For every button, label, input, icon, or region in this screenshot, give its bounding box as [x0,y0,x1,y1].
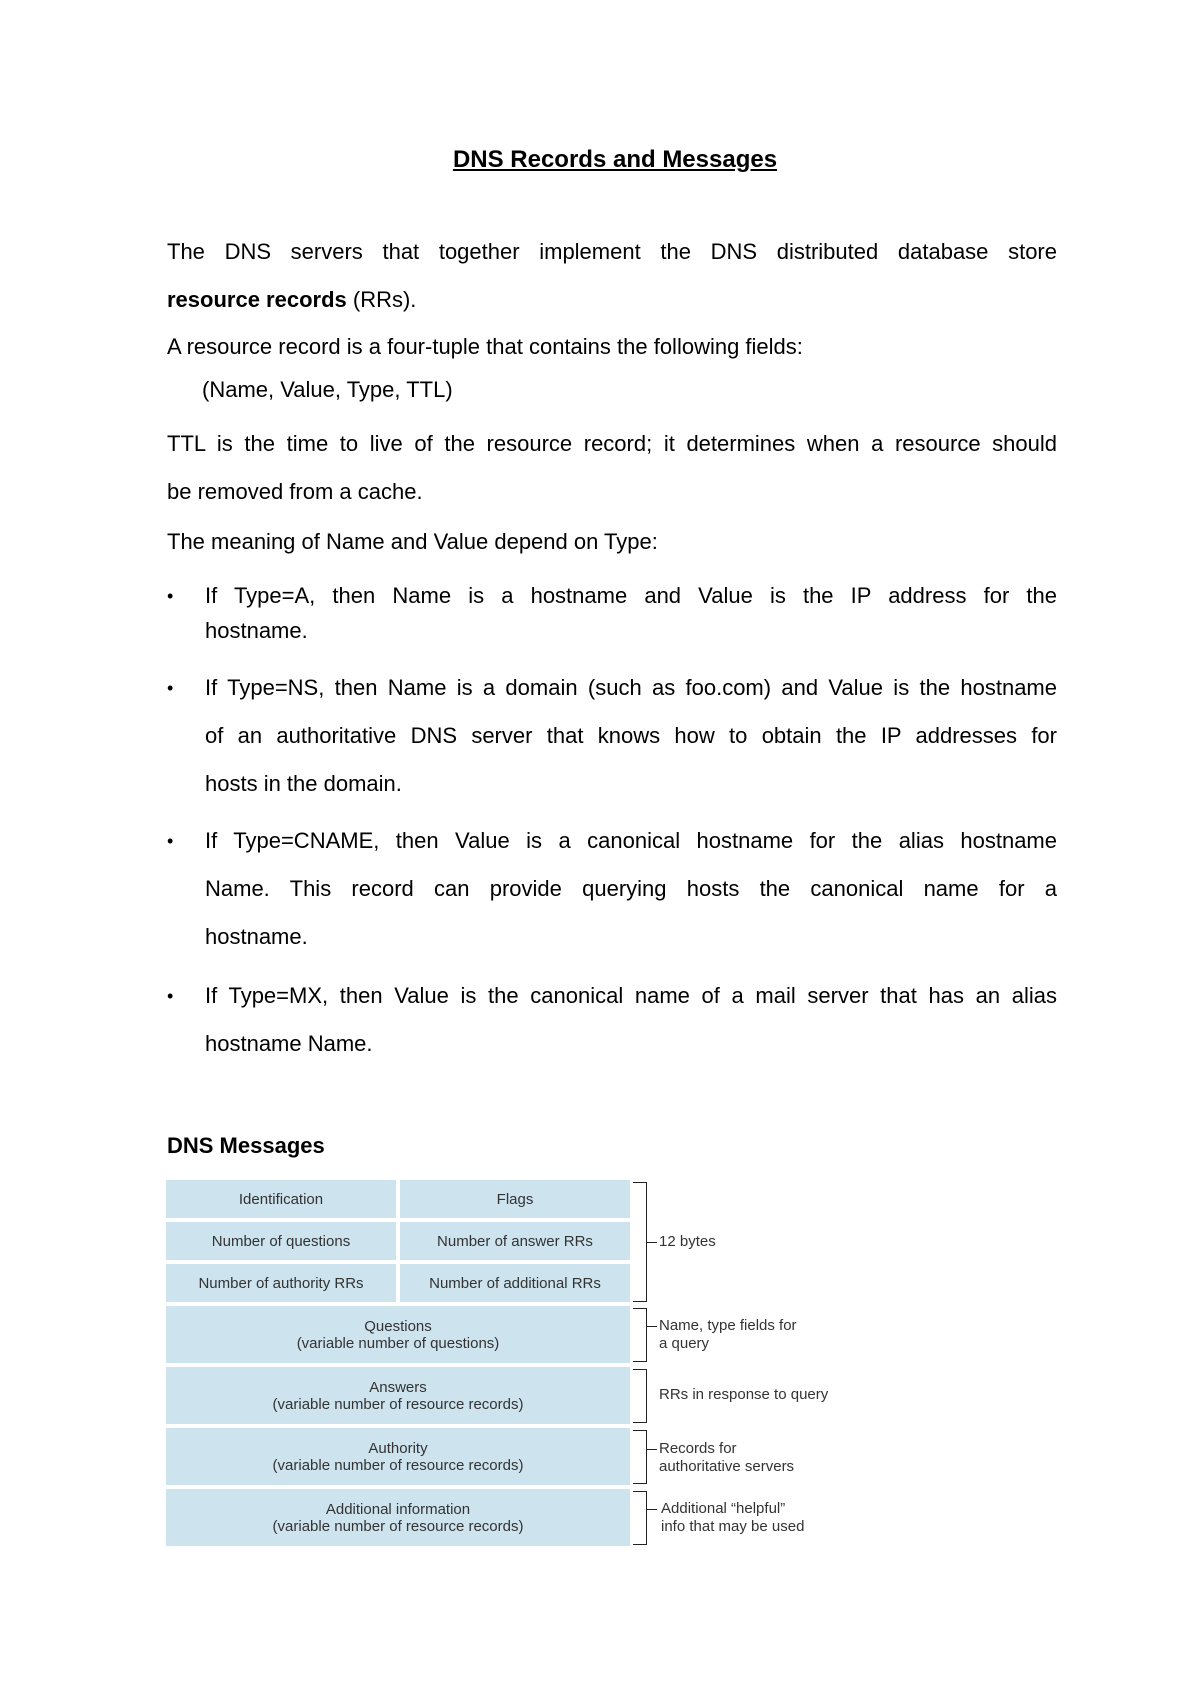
bullet-dot: • [167,831,174,851]
section-name: Authority [368,1439,428,1457]
note-line: info that may be used [661,1518,805,1535]
section-detail: (variable number of questions) [296,1334,500,1352]
note-line: Additional “helpful” [661,1500,786,1517]
bracket-questions [633,1308,647,1362]
section-detail: (variable number of resource records) [272,1395,524,1413]
section-detail: (variable number of resource records) [272,1456,524,1474]
bracket-tick [647,1449,657,1450]
bullet-line: If Type=NS, then Name is a domain (such as foo.com) and Value is the hostname [205,675,1057,700]
bullet-line: hostname Name. [205,1031,373,1056]
bullet-line: If Type=MX, then Value is the canonical name of a mail server that has an alias [205,983,1057,1008]
bracket-answers [633,1369,647,1423]
section-answers [166,1367,630,1424]
section-name: Answers [369,1378,427,1396]
section-authority [166,1428,630,1485]
bullet-line: If Type=A, then Name is a hostname and Value is the IP address for the [205,583,1057,608]
note-authority [659,1440,794,1476]
bullet-line: hostname. [205,924,308,949]
page-title: DNS Records and Messages [452,146,778,173]
bullet-text [205,972,1057,1068]
bullet-text [205,664,1057,808]
bullet-line: hosts in the domain. [205,771,402,796]
note-line: Name, type fields for [659,1317,797,1334]
ttl-line-1: TTL is the time to live of the resource record; it determines when a resource should [167,431,1057,456]
bullet-dot: • [167,678,174,698]
ttl-paragraph [167,420,1057,516]
section-name: Questions [364,1317,432,1335]
note-line: authoritative servers [659,1458,795,1475]
note-line: a query [659,1335,710,1352]
bracket-authority [633,1430,647,1484]
rr-line [167,276,1057,324]
bullet-text [205,578,1057,648]
bracket-tick [647,1509,657,1510]
rr-term: resource records [167,287,347,312]
header-field-num-additional-rrs: Number of additional RRs [400,1264,630,1302]
header-field-num-answer-rrs: Number of answer RRs [400,1222,630,1260]
section-questions [166,1306,630,1363]
bracket-tick [647,1326,657,1327]
ttl-line-2: be removed from a cache. [167,479,423,504]
bullet-line: of an authoritative DNS server that knows how to obtain the IP addresses for [205,723,1057,748]
meaning-text: The meaning of Name and Value depend on Type: [167,529,658,554]
section-heading: DNS Messages [167,1133,325,1158]
fourtuple-text: A resource record is a four-tuple that contains the following fields: [167,334,803,359]
bracket-tick [647,1242,657,1243]
header-field-identification: Identification [166,1180,396,1218]
note-answers: RRs in response to query [659,1386,829,1403]
bracket-additional [633,1491,647,1545]
intro-paragraph [167,228,1057,324]
bullet-dot: • [167,586,174,606]
note-line: Records for [659,1440,737,1457]
header-field-num-authority-rrs: Number of authority RRs [166,1264,396,1302]
bullet-line: If Type=CNAME, then Value is a canonical hostname for the alias hostname [205,828,1057,853]
intro-line: The DNS servers that together implement the DNS distributed database store [167,239,1057,264]
note-additional [661,1500,804,1536]
dns-message-diagram [166,1180,866,1550]
bullet-dot: • [167,986,174,1006]
header-field-num-questions: Number of questions [166,1222,396,1260]
section-additional [166,1489,630,1546]
bullet-line: hostname. [205,618,308,643]
note-questions [659,1317,797,1353]
rr-abbrev: (RRs). [346,287,417,312]
header-field-flags: Flags [400,1180,630,1218]
section-detail: (variable number of resource records) [272,1517,524,1535]
note-header-size: 12 bytes [659,1233,716,1250]
section-name: Additional information [325,1500,471,1518]
bracket-header [633,1182,647,1302]
tuple-fields: (Name, Value, Type, TTL) [202,377,453,402]
bullet-text [205,817,1057,961]
bullet-line: Name. This record can provide querying hosts the canonical name for a [205,876,1057,901]
